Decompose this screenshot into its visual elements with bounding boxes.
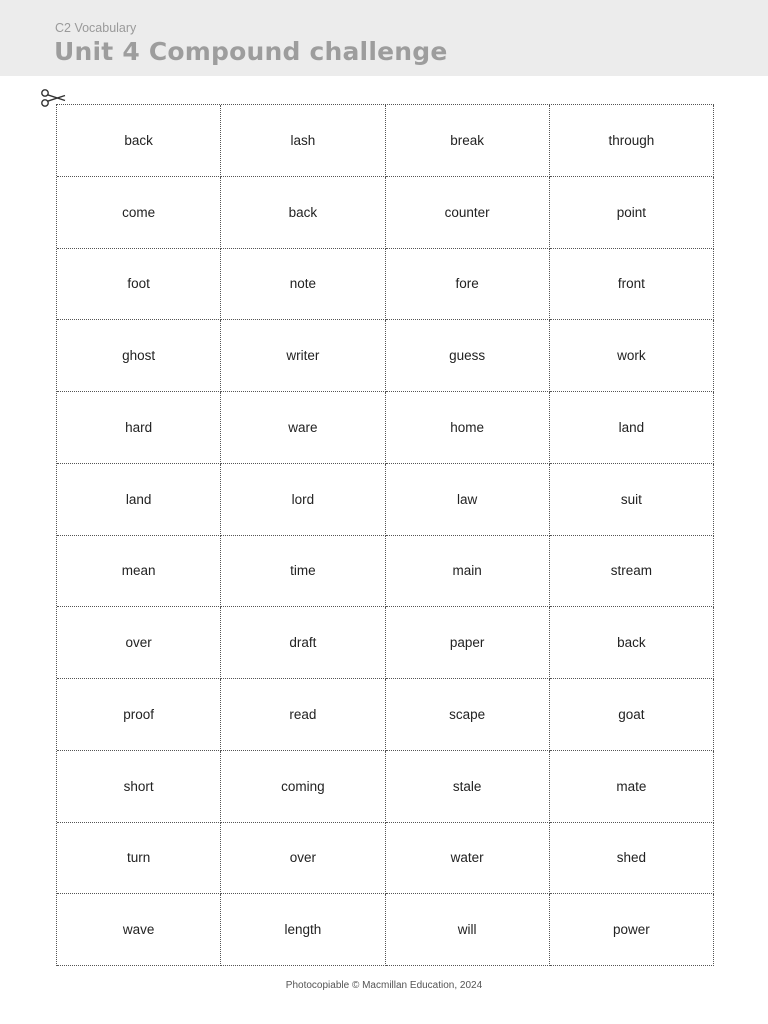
word-card: law (386, 464, 550, 536)
word-card: note (221, 249, 385, 321)
word-card: over (57, 607, 221, 679)
word-card: land (550, 392, 714, 464)
word-card: work (550, 320, 714, 392)
word-card: water (386, 823, 550, 895)
word-card: suit (550, 464, 714, 536)
word-card: lord (221, 464, 385, 536)
course-subtitle: C2 Vocabulary (55, 21, 137, 35)
word-card: will (386, 894, 550, 966)
word-card: front (550, 249, 714, 321)
word-card: turn (57, 823, 221, 895)
word-card: back (57, 105, 221, 177)
word-card: goat (550, 679, 714, 751)
word-card: scape (386, 679, 550, 751)
word-card: time (221, 536, 385, 608)
word-card: paper (386, 607, 550, 679)
word-card: foot (57, 249, 221, 321)
word-card: point (550, 177, 714, 249)
word-card: come (57, 177, 221, 249)
word-card: stream (550, 536, 714, 608)
word-card: land (57, 464, 221, 536)
word-card: counter (386, 177, 550, 249)
word-card: stale (386, 751, 550, 823)
word-card: break (386, 105, 550, 177)
word-card: writer (221, 320, 385, 392)
word-card: ghost (57, 320, 221, 392)
word-card: draft (221, 607, 385, 679)
word-card: home (386, 392, 550, 464)
word-card: mean (57, 536, 221, 608)
word-card: proof (57, 679, 221, 751)
word-card: wave (57, 894, 221, 966)
word-card: shed (550, 823, 714, 895)
word-card: back (221, 177, 385, 249)
word-card: power (550, 894, 714, 966)
word-card: guess (386, 320, 550, 392)
word-card: fore (386, 249, 550, 321)
word-card: over (221, 823, 385, 895)
word-card: back (550, 607, 714, 679)
word-card: read (221, 679, 385, 751)
page-header (0, 0, 768, 76)
word-card: coming (221, 751, 385, 823)
word-card: lash (221, 105, 385, 177)
page-title: Unit 4 Compound challenge (54, 37, 448, 66)
word-card: length (221, 894, 385, 966)
word-card: main (386, 536, 550, 608)
word-card: mate (550, 751, 714, 823)
word-card: through (550, 105, 714, 177)
word-card: ware (221, 392, 385, 464)
word-card-grid (56, 104, 714, 966)
copyright-footer: Photocopiable © Macmillan Education, 2024 (285, 980, 483, 991)
word-card: short (57, 751, 221, 823)
word-card: hard (57, 392, 221, 464)
